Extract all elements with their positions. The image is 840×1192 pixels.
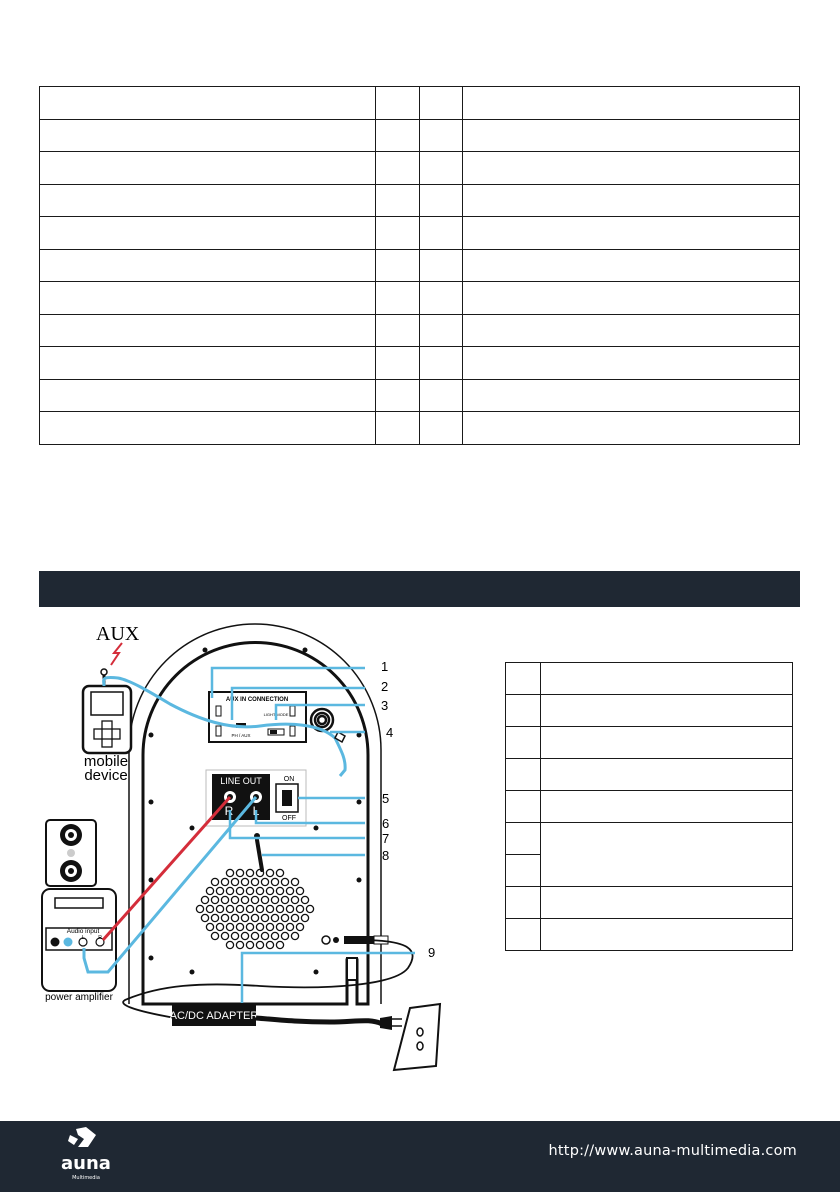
svg-text:auna: auna — [61, 1153, 111, 1174]
legend-table — [505, 662, 793, 951]
svg-text:LINE OUT: LINE OUT — [220, 776, 262, 786]
table-row — [40, 412, 800, 445]
svg-text:3: 3 — [381, 698, 389, 713]
svg-text:R: R — [98, 935, 102, 941]
table-row — [40, 249, 800, 282]
table-row — [40, 282, 800, 315]
power-amplifier — [42, 820, 116, 1003]
svg-text:AUX IN CONNECTION: AUX IN CONNECTION — [225, 697, 289, 703]
page-footer — [0, 1121, 840, 1192]
svg-text:6: 6 — [382, 816, 390, 831]
table-row — [40, 379, 800, 412]
svg-text:mobile: mobile — [83, 753, 129, 770]
svg-text:L: L — [252, 804, 260, 818]
section-heading-bar — [39, 571, 800, 607]
svg-text:AUX: AUX — [96, 623, 140, 645]
mobile-device — [83, 623, 140, 784]
auna-logo — [44, 1123, 128, 1185]
svg-text:L: L — [81, 935, 85, 941]
wall-socket — [394, 1004, 440, 1070]
table-row — [40, 87, 800, 120]
svg-text:8: 8 — [382, 848, 390, 863]
svg-text:OFF: OFF — [282, 815, 296, 822]
svg-text:R: R — [224, 804, 234, 818]
svg-text:LIGHT MODE: LIGHT MODE — [263, 712, 289, 717]
website-url: http://www.auna-multimedia.com — [548, 1143, 797, 1159]
svg-text:Multimedia: Multimedia — [72, 1175, 100, 1181]
table-row — [40, 152, 800, 185]
table-row — [506, 727, 793, 759]
svg-text:power amplifier: power amplifier — [45, 992, 113, 1003]
aux-in-panel — [209, 692, 306, 742]
svg-text:5: 5 — [382, 791, 390, 806]
table-row — [40, 314, 800, 347]
connection-diagram — [0, 612, 500, 1082]
table-row — [506, 663, 793, 695]
table-row — [506, 695, 793, 727]
svg-text:PH / AUX: PH / AUX — [231, 733, 251, 738]
svg-text:Audio input: Audio input — [66, 928, 100, 935]
table-row — [40, 119, 800, 152]
svg-text:device: device — [84, 767, 128, 784]
svg-text:9: 9 — [428, 945, 436, 960]
svg-text:ON: ON — [283, 776, 295, 783]
table-row — [506, 919, 793, 951]
callout-numbers — [381, 659, 435, 960]
svg-text:AC/DC ADAPTER: AC/DC ADAPTER — [169, 1010, 259, 1022]
svg-text:1: 1 — [381, 659, 389, 674]
table-row — [40, 347, 800, 380]
ac-dc-adapter — [170, 1003, 259, 1026]
table-row — [506, 823, 793, 855]
svg-text:4: 4 — [386, 725, 394, 740]
table-row — [506, 887, 793, 919]
table-row — [40, 217, 800, 250]
table-row — [506, 759, 793, 791]
specifications-table — [39, 86, 800, 445]
table-row — [506, 791, 793, 823]
svg-text:7: 7 — [382, 831, 390, 846]
svg-text:2: 2 — [381, 679, 389, 694]
table-row — [40, 184, 800, 217]
